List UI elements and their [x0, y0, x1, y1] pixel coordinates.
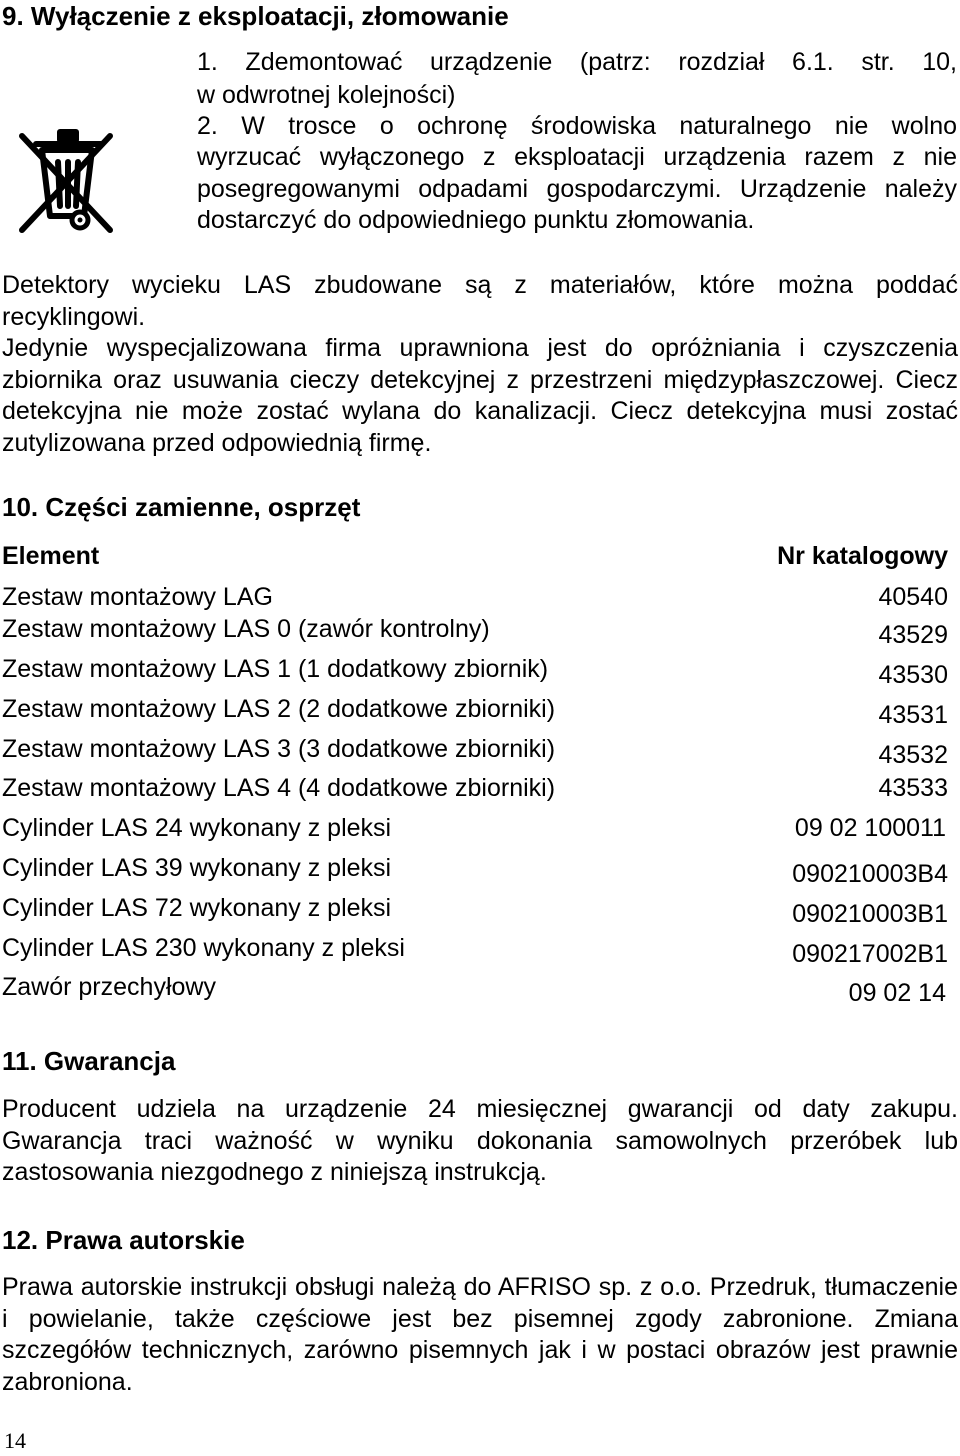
page-number: 14	[4, 1428, 26, 1453]
copyright-paragraph: Prawa autorskie instrukcji obsługi należą do AFRISO sp. z o.o. Przedruk, tłumaczenie i powielanie, także częściowe jest bez pisemnej zgody zabronione. Zmiana szczegółów technicznych, zarówno pisemnych jak i w postaci obrazów jest prawnie zabroniona.	[2, 1273, 958, 1396]
part-name: Cylinder LAS 72 wykonany z pleksi	[2, 894, 392, 922]
section-12-title: 12. Prawa autorskie	[2, 1225, 245, 1255]
part-name: Zestaw montażowy LAS 2 (2 dodatkowe zbiorniki)	[2, 695, 556, 723]
section-10-title: 10. Części zamienne, osprzęt	[2, 492, 361, 522]
part-name: Zestaw montażowy LAS 1 (1 dodatkowy zbiornik)	[2, 655, 549, 683]
list-item-2-text: wyrzucać wyłączonego z eksploatacji urządzenia razem z nie posegregowanymi odpadami gospodarczymi. Urządzenie należy dostarczyć do odpowiedniego punktu złomowania.	[197, 143, 957, 234]
section-9-title: 9. Wyłączenie z eksploatacji, złomowanie	[2, 1, 509, 31]
disposal-paragraph: Jedynie wyspecjalizowana firma uprawniona jest do opróżniania i czyszczenia zbiornika oraz usuwania cieczy detekcyjnej z przestrzeni międzypłaszczowej. Ciecz detekcyjna nie może zostać wylana do kanalizacji. Ciecz detekcyjna musi zostać zutylizowana przed odpowiednią firmę.	[2, 334, 958, 457]
column-header-catalog: Nr katalogowy	[777, 542, 948, 570]
catalog-number: 09 02 14	[848, 979, 946, 1007]
part-name: Zestaw montażowy LAS 0 (zawór kontrolny)	[2, 615, 490, 643]
part-name: Zestaw montażowy LAS 3 (3 dodatkowe zbiorniki)	[2, 735, 556, 763]
catalog-number: 40540	[878, 583, 948, 611]
catalog-number: 43533	[878, 774, 948, 802]
section-11-title: 11. Gwarancja	[2, 1046, 176, 1076]
part-name: Zestaw montażowy LAS 4 (4 dodatkowe zbiorniki)	[2, 774, 556, 802]
recycling-paragraph: Detektory wycieku LAS zbudowane są z materiałów, które można poddać recyklingowi.	[2, 271, 958, 331]
catalog-number: 43532	[878, 741, 948, 769]
list-item-2-line1: 2. W trosce o ochronę środowiska naturalnego nie wolno	[197, 112, 957, 140]
crossed-out-wheelie-bin-icon	[10, 126, 120, 236]
catalog-number: 43530	[878, 661, 948, 689]
catalog-number: 09 02 100011	[794, 814, 946, 842]
column-header-element: Element	[2, 542, 100, 570]
warranty-paragraph: Producent udziela na urządzenie 24 miesięcznej gwarancji od daty zakupu. Gwarancja traci ważność w wyniku dokonania samowolnych przeróbek lub zastosowania niezgodnego z niniejszą instrukcją.	[2, 1095, 958, 1186]
part-name: Cylinder LAS 39 wykonany z pleksi	[2, 854, 392, 882]
catalog-number: 43531	[878, 701, 948, 729]
part-name: Cylinder LAS 24 wykonany z pleksi	[2, 814, 392, 842]
catalog-number: 090210003B4	[792, 860, 948, 888]
catalog-number: 090210003B1	[792, 900, 948, 928]
part-name: Zestaw montażowy LAG	[2, 583, 273, 611]
list-item-1-line2: w odwrotnej kolejności)	[197, 81, 456, 109]
part-name: Cylinder LAS 230 wykonany z pleksi	[2, 934, 405, 962]
catalog-number: 090217002B1	[792, 940, 948, 968]
list-item-1-line1: 1. Zdemontować urządzenie (patrz: rozdział 6.1. str. 10,	[197, 48, 957, 76]
catalog-number: 43529	[878, 621, 948, 649]
part-name: Zawór przechyłowy	[2, 973, 216, 1001]
